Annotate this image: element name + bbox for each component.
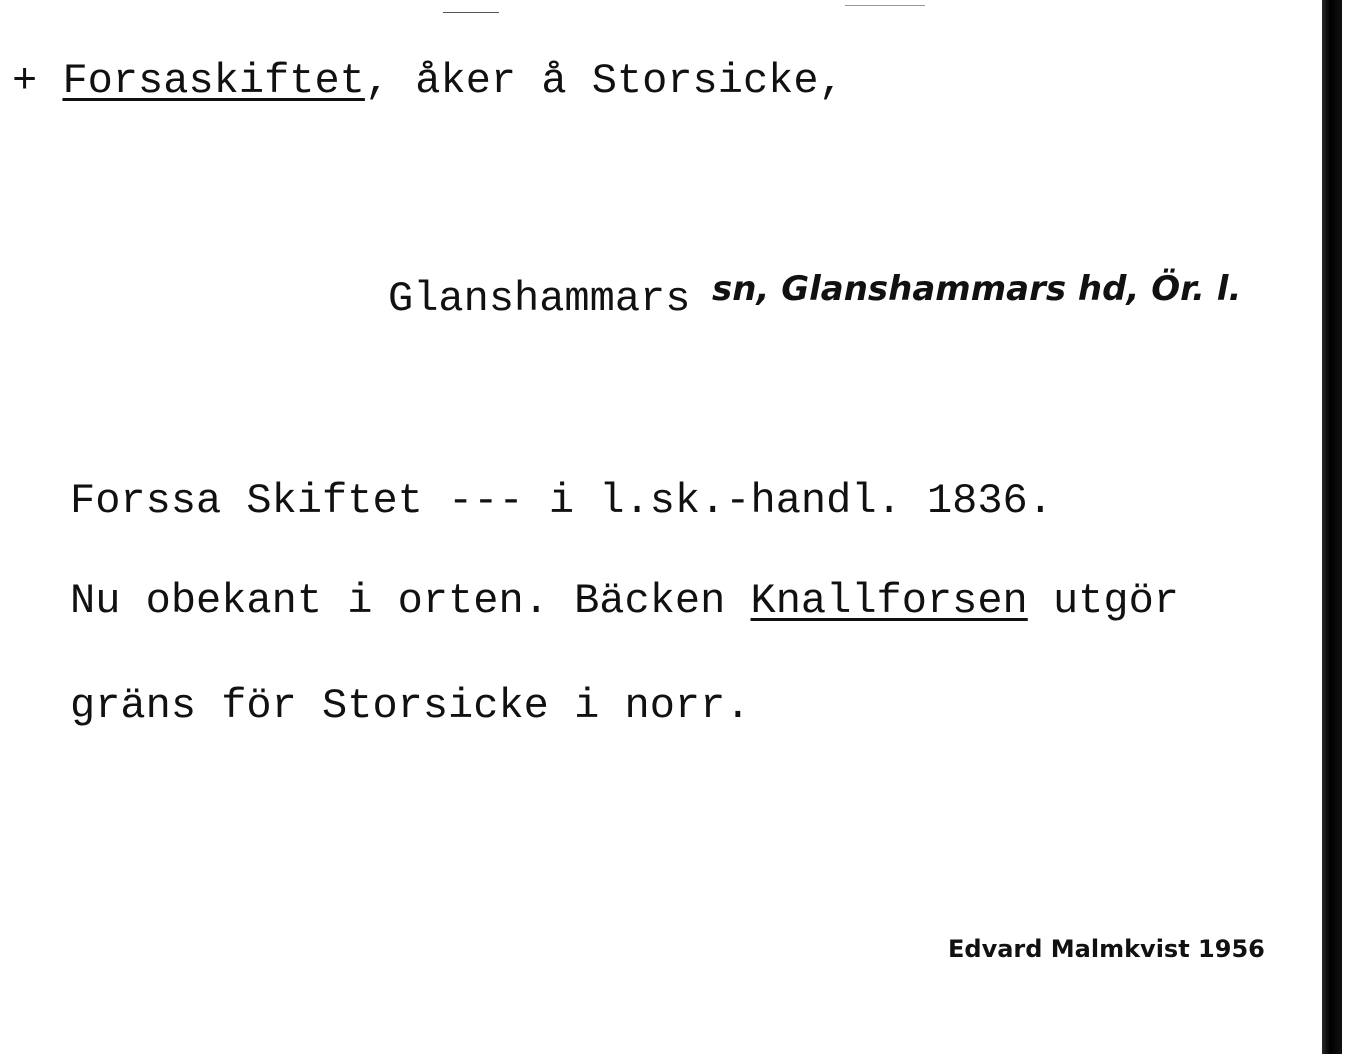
body-line-2-start: Nu obekant i orten. Bäcken [70,577,751,625]
body-line-2-end: utgör [1027,577,1179,625]
parish-typed: Glanshammars [388,275,691,323]
body-line-2 [70,577,1179,625]
headword-description: , åker å Storsicke, [364,57,844,105]
headword: Forsaskiftet [62,57,365,105]
header-line [12,57,844,105]
scan-speck [845,5,925,6]
card-edge-shadow [1322,0,1342,1054]
signature: Edvard Malmkvist 1956 [948,935,1265,963]
body-line-1: Forssa Skiftet --- i l.sk.-handl. 1836. [70,477,1053,525]
deceased-mark: + [12,57,38,105]
district-stamp: sn, Glanshammars hd, Ör. l. [712,269,1242,309]
body-line-3: gräns för Storsicke i norr. [70,682,751,730]
brook-name: Knallforsen [750,577,1028,625]
scan-speck [443,12,499,13]
